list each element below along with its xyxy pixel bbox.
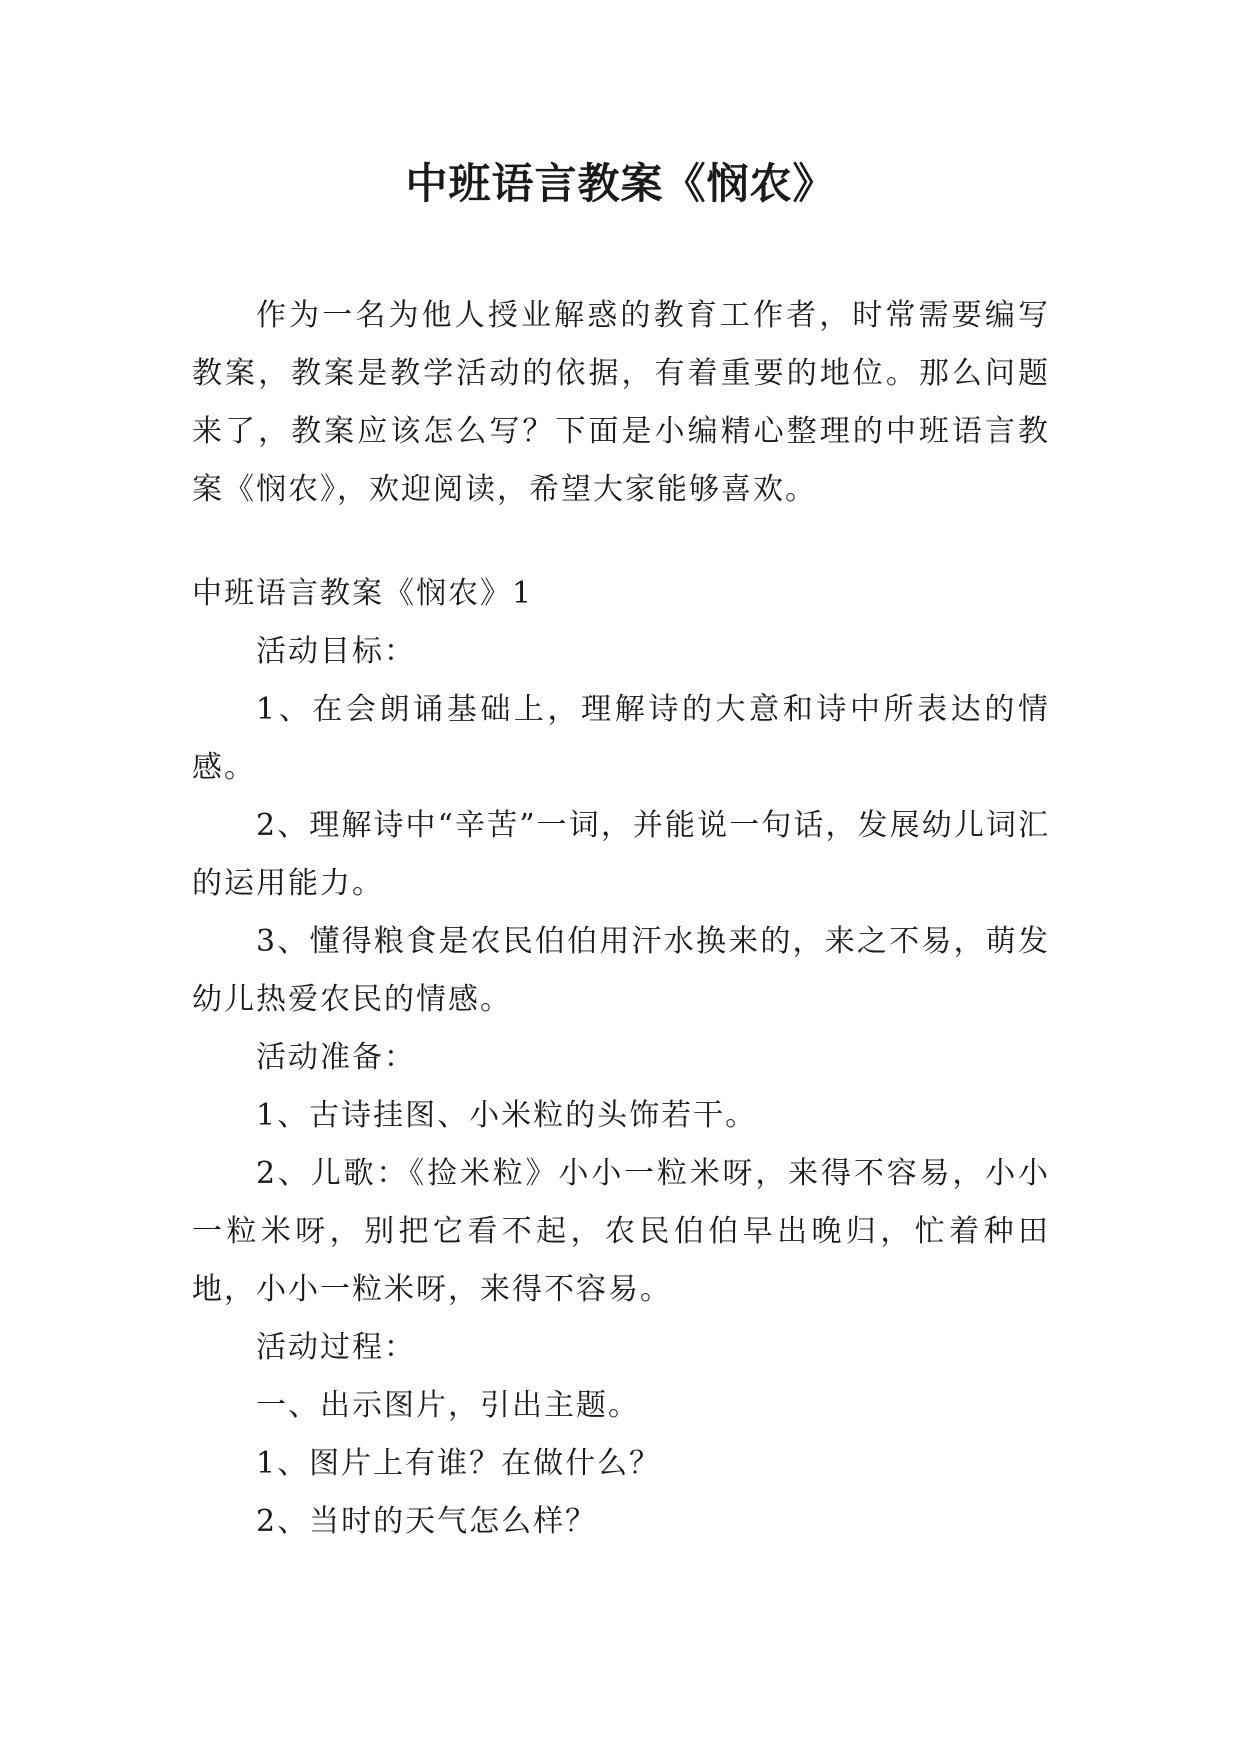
paragraph-activity-process: 活动过程： <box>256 1330 416 1365</box>
paragraph-goal-1: 1、在会朗诵基础上，理解诗的大意和诗中所表达的情感。 <box>192 692 1050 785</box>
paragraph-activity-goals: 活动目标： <box>256 634 416 669</box>
intro-paragraph: 作为一名为他人授业解惑的教育工作者，时常需要编写教案，教案是教学活动的依据，有着重要的地位。那么问题来了，教案应该怎么写？下面是小编精心整理的中班语言教案《悯农》，欢迎阅读，希望大家能够喜欢。 <box>192 298 1050 507</box>
paragraph-process-step-1: 一、出示图片，引出主题。 <box>256 1388 640 1423</box>
paragraph-prep-1: 1、古诗挂图、小米粒的头饰若干。 <box>256 1098 758 1133</box>
section-heading: 中班语言教案《悯农》1 <box>192 576 534 611</box>
paragraph-question-2: 2、当时的天气怎么样？ <box>256 1504 598 1539</box>
paragraph-activity-prep: 活动准备： <box>256 1040 416 1075</box>
document-body <box>192 287 1050 1551</box>
paragraph-goal-2: 2、理解诗中“辛苦”一词，并能说一句话，发展幼儿词汇的运用能力。 <box>192 808 1050 901</box>
paragraph-goal-3: 3、懂得粮食是农民伯伯用汗水换来的，来之不易，萌发幼儿热爱农民的情感。 <box>192 924 1050 1017</box>
document-title: 中班语言教案《悯农》 <box>405 159 836 208</box>
paragraph-prep-2: 2、儿歌：《捡米粒》小小一粒米呀，来得不容易，小小一粒米呀，别把它看不起，农民伯伯早出晚归，忙着种田地，小小一粒米呀，来得不容易。 <box>192 1156 1050 1307</box>
paragraph-question-1: 1、图片上有谁？在做什么？ <box>256 1446 662 1481</box>
